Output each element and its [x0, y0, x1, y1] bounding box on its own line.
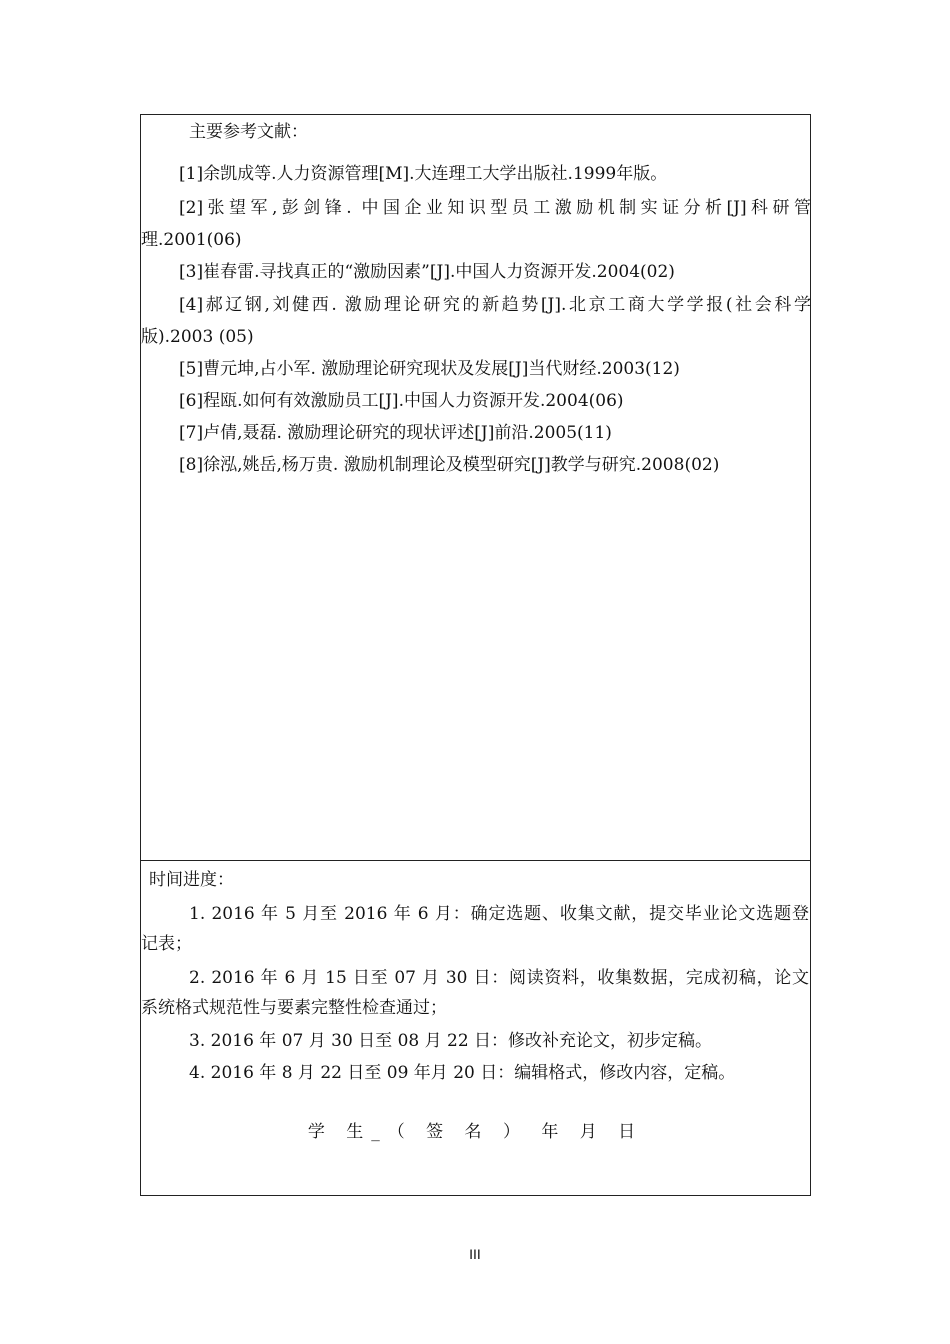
- reference-item: [4]郝辽钢,刘健西. 激励理论研究的新趋势[J].北京工商大学学报(社会科学: [179, 295, 811, 315]
- schedule-item: 3. 2016 年 07 月 30 日至 08 月 22 日：修改补充论文，初步定稿。: [189, 1031, 713, 1051]
- schedule-section: [141, 861, 810, 1195]
- schedule-item: 1. 2016 年 5 月至 2016 年 6 月：确定选题、收集文献，提交毕业论文选题登: [189, 904, 809, 924]
- proposal-form-table: [140, 114, 811, 1196]
- references-title: 主要参考文献：: [189, 122, 308, 142]
- reference-item: [7]卢倩,聂磊. 激励理论研究的现状评述[J]前沿.2005(11): [179, 423, 612, 443]
- reference-item: [1]余凯成等.人力资源管理[M].大连理工大学出版社.1999年版。: [179, 164, 668, 184]
- schedule-title: 时间进度：: [149, 870, 234, 890]
- reference-item: [8]徐泓,姚岳,杨万贵. 激励机制理论及模型研究[J]教学与研究.2008(02): [179, 455, 720, 475]
- schedule-item-continuation: 记表；: [141, 934, 192, 954]
- schedule-item-continuation: 系统格式规范性与要素完整性检查通过；: [141, 998, 447, 1018]
- reference-item: [6]程瓯.如何有效激励员工[J].中国人力资源开发.2004(06): [179, 391, 624, 411]
- schedule-item: 2. 2016 年 6 月 15 日至 07 月 30 日：阅读资料，收集数据，完成初稿，论文: [189, 968, 809, 988]
- student-signature-line: 学 生_（ 签 名 ） 年 月 日: [307, 1122, 644, 1142]
- reference-item-continuation: 理.2001(06): [141, 230, 242, 250]
- reference-item-continuation: 版).2003 (05): [141, 327, 254, 347]
- reference-item: [3]崔春雷.寻找真正的“激励因素”[J].中国人力资源开发.2004(02): [179, 262, 675, 282]
- references-section: [141, 115, 810, 861]
- reference-item: [5]曹元坤,占小军. 激励理论研究现状及发展[J]当代财经.2003(12): [179, 359, 680, 379]
- schedule-item: 4. 2016 年 8 月 22 日至 09 年月 20 日：编辑格式，修改内容，定稿。: [189, 1063, 736, 1083]
- reference-item: [2]张望军,彭剑锋. 中国企业知识型员工激励机制实证分析[J]科研管: [179, 198, 811, 218]
- page-number: III: [469, 1246, 481, 1262]
